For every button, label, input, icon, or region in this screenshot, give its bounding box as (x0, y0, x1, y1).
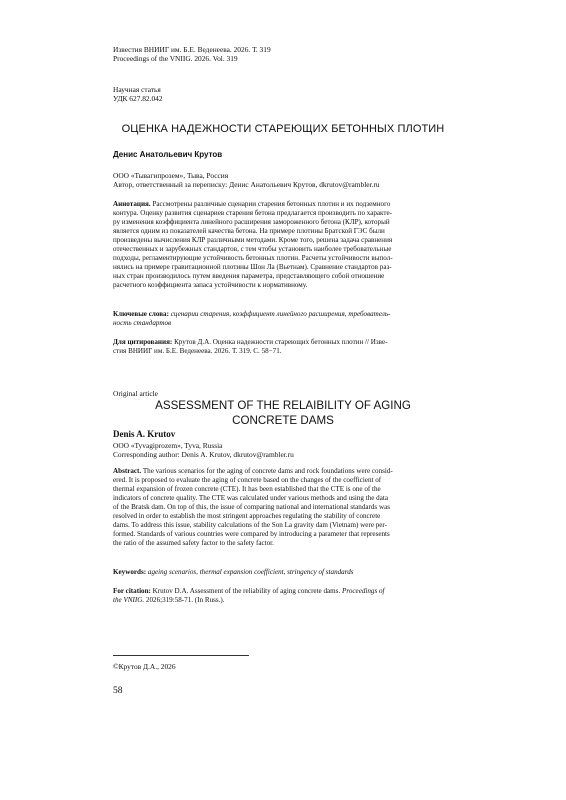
abstract-en-line: formed. Standards of various countries were compared by introducing a parameter that represents (113, 530, 390, 538)
abstract-ru-line: произведены вычисления КЛР различными методами. Кроме того, решена задача сравнения (113, 236, 393, 244)
author-name-ru: Денис Анатольевич Крутов (113, 150, 223, 159)
title-en-line: ASSESSMENT OF THE RELAIBILITY OF AGING (155, 399, 411, 412)
abstract-ru-line: Рассмотрены различные сценарии старения бетонных плотин и их подземного (152, 200, 391, 208)
citation-ru-line: стия ВНИИГ им. Б.Е. Веденеева. 2026. Т. 319. С. 58−71. (113, 347, 282, 355)
keywords-ru-line: ность стандартов (113, 319, 172, 327)
article-meta (113, 85, 163, 104)
citation-en-journal: the VNIIG. (113, 596, 145, 604)
abstract-en-line: of the Bratsk dam. On top of this, the issue of comparing national and international standards was (113, 503, 390, 511)
title-en (60, 399, 506, 428)
header-en: Proceedings of the VNIIG. 2026. Vol. 319 (113, 54, 238, 64)
abstract-ru-line: нялись на примере гравитационной плотины Шон Ла (Вьетнам). Сравнение стандартов раз- (113, 263, 392, 271)
abstract-en-line: indicators of concrete quality. The CTE was calculated under various methods and using the data (113, 494, 388, 502)
citation-ru-line: Крутов Д.А. Оценка надежности стареющих бетонных плотин // Изве- (174, 338, 388, 346)
corresponding-author-en: Corresponding author: Denis A. Krutov, dkrutov@rambler.ru (113, 450, 294, 460)
abstract-ru-line: ру изменения коэффициента линейного расширения замороженного бетона (КЛР), который (113, 218, 390, 226)
footnote-rule (113, 655, 249, 656)
affiliation-block-en (113, 441, 294, 460)
abstract-ru-line: является одним из показателей качества бетона. На примере плотины Братской ГЭС были (113, 227, 385, 235)
keywords-label-ru: Ключевые слова: (113, 310, 169, 318)
author-name-en: Denis A. Krutov (113, 429, 176, 439)
abstract-en-line: thermal expansion of frozen concrete (CTE). It has been established that the CTE is one of the (113, 485, 381, 493)
abstract-label-en: Abstract. (113, 467, 142, 475)
affiliation-ru: ООО «Тывагипрозем», Тыва, Россия (113, 171, 229, 180)
corresponding-author-ru: Автор, ответственный за переписку: Денис Анатольевич Крутов, dkrutov@rambler.ru (113, 180, 380, 190)
article-type-ru: Научная статья (113, 85, 161, 94)
abstract-ru-line: контура. Оценку развития сценариев старения бетона предлагается производить по характе- (113, 209, 393, 217)
udc-code: УДК 627.82.042 (113, 94, 163, 104)
abstract-ru-line: отечественных и зарубежных стандартов, с тем чтобы установить наиболее требовательные (113, 245, 392, 253)
abstract-en (113, 467, 453, 548)
affiliation-block-ru (113, 171, 380, 190)
header-ru: Известия ВНИИГ им. Б.Е. Веденеева. 2026. Т. 319 (113, 45, 271, 54)
keywords-ru (113, 310, 453, 328)
citation-en-journal: Proceedings of (342, 587, 385, 595)
page-number: 58 (113, 686, 123, 696)
abstract-ru-line: расчетного коэффициента запаса устойчивости к нормативному. (113, 281, 308, 289)
abstract-en-line: resolved in order to establish the most stringent approaches regulating the stability of concrete (113, 512, 381, 520)
abstract-en-line: The various scenarios for the aging of concrete dams and rock foundations were consid- (142, 467, 393, 475)
citation-en (113, 587, 453, 605)
citation-label-ru: Для цитирования: (113, 338, 173, 346)
running-header (113, 45, 271, 64)
abstract-label-ru: Аннотация. (113, 200, 151, 208)
abstract-ru-line: подходы, регламентирующие устойчивость бетонных плотин. Расчеты устойчивости выпол- (113, 254, 393, 262)
keywords-en (113, 568, 473, 577)
title-ru: ОЦЕНКА НАДЕЖНОСТИ СТАРЕЮЩИХ БЕТОННЫХ ПЛОТИН (121, 123, 445, 135)
citation-label-en: For citation: (113, 587, 151, 595)
abstract-ru (113, 200, 453, 290)
keywords-ru-line: сценарии старения, коэффициент линейного расширения, требователь- (170, 310, 391, 318)
citation-en-text: Krutov D.A. Assessment of the reliability of aging concrete dams. (152, 587, 341, 595)
affiliation-en: OOO «Tyvagiprozem», Tyva, Russia (113, 441, 223, 450)
title-en-line: CONCRETE DAMS (232, 413, 334, 427)
citation-ru (113, 338, 453, 356)
abstract-en-line: the ratio of the assumed safety factor to the safety factor. (113, 539, 274, 547)
article-type-en: Original article (113, 389, 158, 398)
citation-en-text: 2026;319:58-71. (In Russ.). (145, 596, 225, 604)
copyright-notice: ©Крутов Д.А., 2026 (113, 662, 176, 671)
keywords-en-text: ageing scenarios, thermal expansion coefficient, stringency of standards (147, 568, 354, 576)
abstract-en-line: ered. It is proposed to evaluate the aging of concrete based on the changes of the coefficient of (113, 476, 382, 484)
abstract-en-line: dams. To address this issue, stability calculations of the Son La gravity dam (Vietnam) were per- (113, 521, 388, 529)
abstract-ru-line: ных стран производилось путем введения параметра, представляющего собой отношение (113, 272, 385, 280)
keywords-label-en: Keywords: (113, 568, 147, 576)
